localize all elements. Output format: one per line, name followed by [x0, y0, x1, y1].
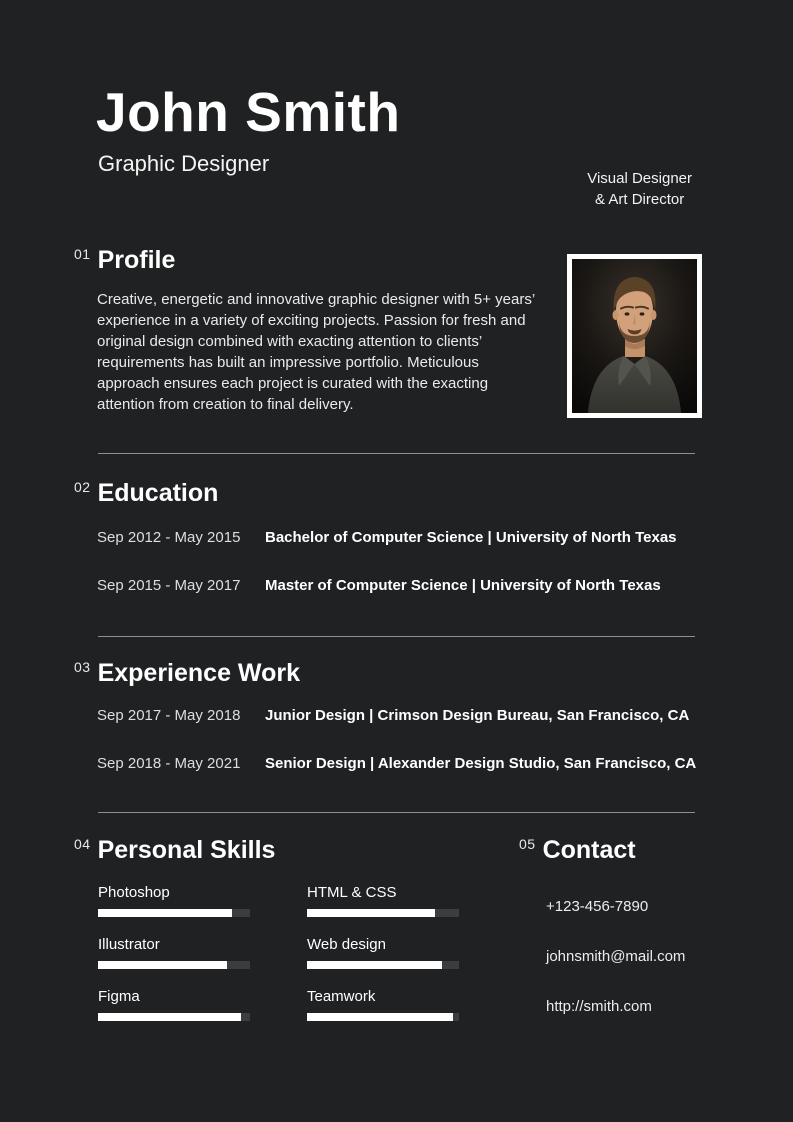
skill-progress-track	[307, 1013, 459, 1021]
job-title: Graphic Designer	[98, 151, 270, 176]
skill-progress-track	[98, 1013, 250, 1021]
tagline-line-2: & Art Director	[595, 191, 685, 208]
skill-progress-fill	[98, 1013, 241, 1021]
section-title: Profile	[97, 246, 176, 274]
experience-dates: Sep 2018 - May 2021	[97, 755, 241, 772]
skill-label: Figma	[98, 988, 140, 1005]
section-divider	[98, 812, 695, 813]
portrait-illustration	[572, 259, 697, 413]
profile-section-heading	[74, 246, 175, 275]
education-description: Master of Computer Science | University of North Texas	[265, 577, 661, 594]
skill-label: Teamwork	[307, 988, 376, 1005]
section-number: 05	[519, 836, 536, 852]
skill-label: HTML & CSS	[307, 884, 397, 901]
education-dates: Sep 2015 - May 2017	[97, 577, 241, 594]
skill-progress-fill	[307, 961, 442, 969]
section-number: 04	[74, 836, 91, 852]
skill-label: Photoshop	[98, 884, 170, 901]
skill-progress-fill	[307, 1013, 453, 1021]
skill-item	[98, 988, 258, 1021]
experience-row	[97, 755, 696, 773]
education-row	[97, 577, 677, 595]
section-title: Experience Work	[97, 659, 300, 687]
skill-progress-fill	[98, 909, 232, 917]
section-title: Education	[97, 479, 219, 507]
education-description: Bachelor of Computer Science | University of North Texas	[265, 529, 677, 546]
section-title: Personal Skills	[97, 836, 276, 864]
contact-email: johnsmith@mail.com	[546, 948, 686, 965]
tagline	[587, 168, 692, 210]
section-number: 02	[74, 479, 91, 495]
experience-description: Junior Design | Crimson Design Bureau, San Francisco, CA	[265, 707, 690, 724]
section-title: Contact	[542, 836, 636, 864]
skill-item	[307, 936, 467, 969]
contact-list	[546, 898, 685, 1048]
tagline-line-1: Visual Designer	[587, 170, 692, 187]
skill-item	[98, 936, 258, 969]
experience-dates: Sep 2017 - May 2018	[97, 707, 241, 724]
contact-website: http://smith.com	[546, 998, 652, 1015]
education-section-heading	[74, 479, 218, 508]
skill-progress-fill	[307, 909, 435, 917]
education-row	[97, 529, 677, 547]
education-rows	[97, 529, 677, 625]
section-divider	[98, 636, 695, 637]
experience-section-heading	[74, 659, 300, 688]
skills-section-heading	[74, 836, 275, 865]
experience-row	[97, 707, 696, 725]
name-heading: John Smith	[96, 81, 401, 143]
section-number: 03	[74, 659, 91, 675]
education-dates: Sep 2012 - May 2015	[97, 529, 241, 546]
section-divider	[98, 453, 695, 454]
skill-progress-track	[98, 961, 250, 969]
contact-section-heading	[519, 836, 636, 865]
skill-progress-track	[307, 961, 459, 969]
profile-photo	[567, 254, 702, 418]
skill-progress-track	[307, 909, 459, 917]
skill-item	[307, 988, 467, 1021]
skill-item	[307, 884, 467, 917]
section-number: 01	[74, 246, 91, 262]
skill-label: Web design	[307, 936, 386, 953]
skill-label: Illustrator	[98, 936, 160, 953]
skill-item	[98, 884, 258, 917]
experience-rows	[97, 707, 696, 803]
skill-progress-fill	[98, 961, 227, 969]
skill-progress-track	[98, 909, 250, 917]
skills-column-left	[98, 884, 258, 1040]
profile-summary: Creative, energetic and innovative graphic designer with 5+ years’ experience in a variety of exciting projects. Passion for fresh and original design combined with exacting attention to clients’ requirements has built an impressive portfolio. Meticulous approach ensures each project is curated with the exacting attention from creation to final delivery.	[97, 291, 535, 413]
skills-column-right	[307, 884, 467, 1040]
experience-description: Senior Design | Alexander Design Studio, San Francisco, CA	[265, 755, 697, 772]
contact-phone: +123-456-7890	[546, 898, 649, 915]
